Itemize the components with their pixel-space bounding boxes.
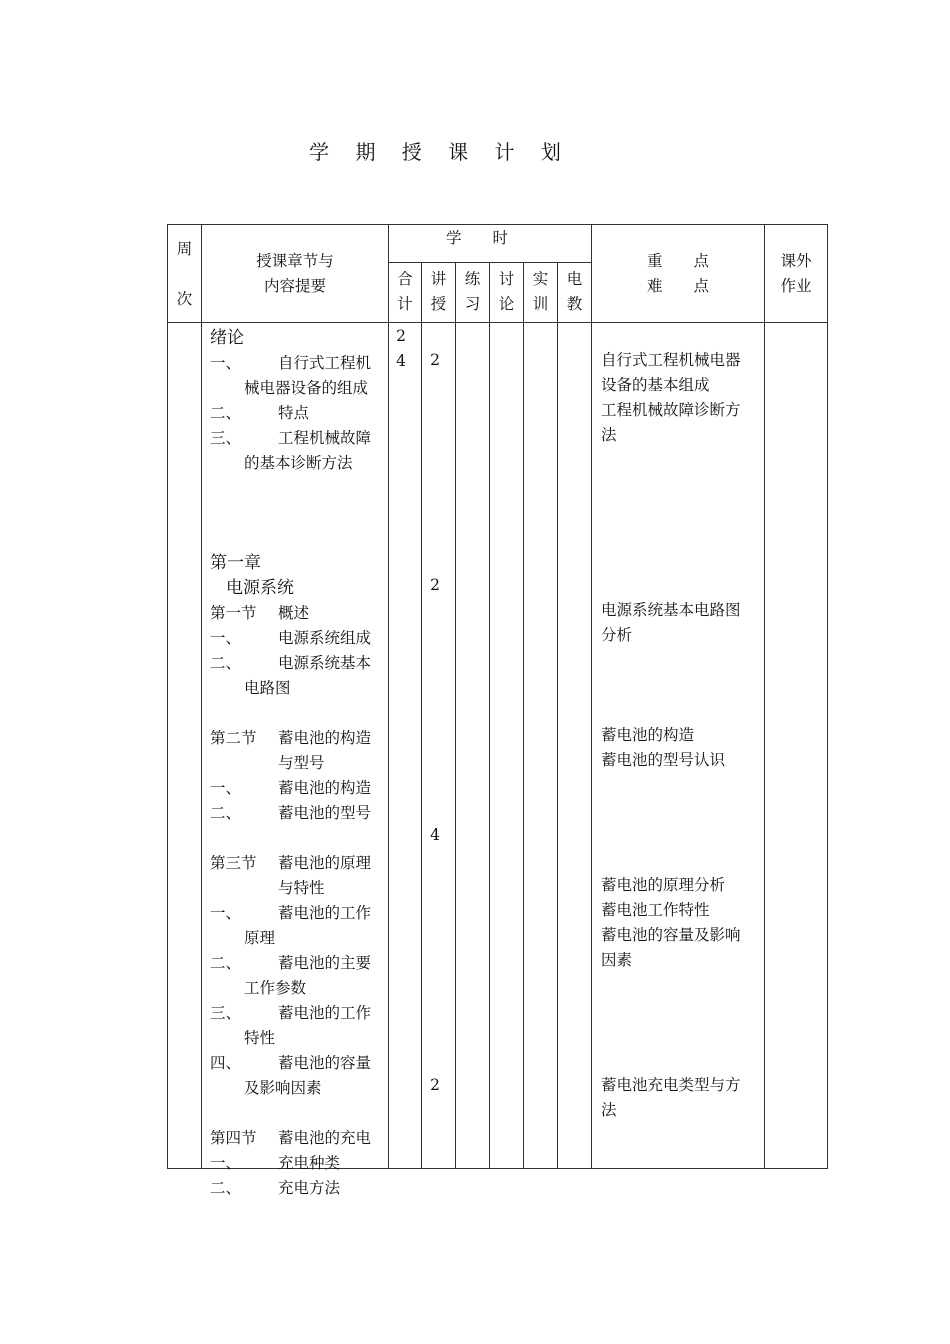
content-line	[210, 1051, 388, 1076]
item-text: 蓄电池的构造	[278, 779, 372, 797]
item-number: 二、	[210, 804, 242, 822]
content-line	[210, 851, 388, 876]
content-line	[210, 901, 388, 926]
focus-line: 蓄电池的原理分析	[601, 876, 726, 894]
item-number: 一、	[210, 354, 242, 372]
content-line	[210, 651, 388, 676]
content-line	[210, 726, 388, 751]
content-line: 工作参数	[244, 979, 307, 997]
lecture-hours-value: 2	[430, 576, 440, 594]
content-line: 电源系统	[226, 578, 294, 598]
item-number: 二、	[210, 1179, 242, 1197]
item-number: 二、	[210, 404, 242, 422]
header-homework: 课外 作业	[780, 252, 812, 295]
content-line	[210, 1126, 388, 1151]
blank-line	[210, 476, 388, 501]
item-text: 工程机械故障	[278, 429, 372, 447]
content-line: 与特性	[278, 879, 325, 897]
item-number: 三、	[210, 429, 242, 447]
header-week: 周 次	[176, 240, 193, 308]
header-practice: 练 习	[464, 270, 481, 313]
focus-line: 工程机械故障诊断方	[601, 401, 741, 419]
blank-line	[210, 826, 388, 851]
total-hours-column	[389, 324, 413, 374]
item-text: 蓄电池的工作	[278, 904, 372, 922]
total-hours-digit: 4	[396, 352, 406, 370]
section-number: 第四节	[210, 1129, 257, 1147]
blank-line	[210, 501, 388, 526]
content-line	[210, 626, 388, 651]
focus-line: 蓄电池的容量及影响	[601, 926, 741, 944]
content-line	[210, 1151, 388, 1176]
item-text: 蓄电池的工作	[278, 1004, 372, 1022]
lecture-hours-value: 4	[430, 826, 440, 844]
content-column	[210, 326, 388, 1201]
focus-line: 分析	[601, 626, 633, 644]
item-text: 特点	[278, 404, 310, 422]
content-line	[210, 401, 388, 426]
content-line: 电路图	[244, 679, 291, 697]
header-media: 电 教	[566, 270, 583, 313]
focus-line: 因素	[601, 951, 633, 969]
header-discussion: 讨 论	[498, 270, 515, 313]
section-number: 第三节	[210, 854, 257, 872]
content-line	[210, 351, 388, 376]
header-total: 合 计	[397, 270, 413, 313]
content-line	[210, 1001, 388, 1026]
item-text: 蓄电池的容量	[278, 1054, 372, 1072]
item-text: 蓄电池的主要	[278, 954, 372, 972]
item-text: 自行式工程机	[278, 354, 372, 372]
content-line	[210, 951, 388, 976]
item-text: 蓄电池的充电	[278, 1129, 372, 1147]
content-line: 及影响因素	[244, 1079, 322, 1097]
content-line	[210, 776, 388, 801]
content-line: 绪论	[210, 328, 244, 348]
focus-line: 蓄电池的构造	[601, 726, 695, 744]
blank-line	[210, 701, 388, 726]
focus-line: 设备的基本组成	[601, 376, 710, 394]
content-line: 原理	[244, 929, 276, 947]
section-number: 第二节	[210, 729, 257, 747]
focus-line: 蓄电池工作特性	[601, 901, 710, 919]
item-number: 一、	[210, 629, 242, 647]
item-text: 蓄电池的构造	[278, 729, 372, 747]
item-number: 四、	[210, 1054, 242, 1072]
content-line: 与型号	[278, 754, 325, 772]
item-text: 电源系统组成	[278, 629, 372, 647]
focus-line: 法	[601, 426, 617, 444]
focus-line: 电源系统基本电路图	[601, 601, 741, 619]
content-line: 械电器设备的组成	[244, 379, 369, 397]
content-line: 的基本诊断方法	[244, 454, 353, 472]
header-training: 实 训	[532, 270, 549, 313]
focus-line: 自行式工程机械电器	[601, 351, 741, 369]
item-number: 一、	[210, 779, 242, 797]
content-line	[210, 801, 388, 826]
section-number: 第一节	[210, 604, 257, 622]
lecture-hours-value: 2	[430, 351, 440, 369]
content-line	[210, 1176, 388, 1201]
header-content: 授课章节与 内容提要	[256, 252, 334, 295]
total-hours-digit: 2	[396, 327, 406, 345]
item-text: 蓄电池的型号	[278, 804, 372, 822]
header-focus: 重 点 难 点	[646, 252, 709, 295]
content-line	[210, 601, 388, 626]
focus-line: 法	[601, 1101, 617, 1119]
item-text: 充电种类	[278, 1154, 341, 1172]
focus-line: 蓄电池的型号认识	[601, 751, 726, 769]
item-text: 概述	[278, 604, 310, 622]
item-text: 电源系统基本	[278, 654, 372, 672]
blank-line	[210, 526, 388, 551]
focus-line: 蓄电池充电类型与方	[601, 1076, 741, 1094]
item-number: 二、	[210, 954, 242, 972]
content-line	[210, 426, 388, 451]
blank-line	[210, 1101, 388, 1126]
header-lecture: 讲 授	[430, 270, 447, 313]
page-title: 学 期 授 课 计 划	[309, 140, 571, 164]
item-number: 三、	[210, 1004, 242, 1022]
content-line: 第一章	[210, 553, 261, 573]
item-number: 一、	[210, 1154, 242, 1172]
header-hours: 学 时	[445, 229, 508, 247]
lecture-hours-value: 2	[430, 1076, 440, 1094]
item-text: 蓄电池的原理	[278, 854, 372, 872]
item-number: 二、	[210, 654, 242, 672]
item-number: 一、	[210, 904, 242, 922]
item-text: 充电方法	[278, 1179, 341, 1197]
content-line: 特性	[244, 1029, 276, 1047]
